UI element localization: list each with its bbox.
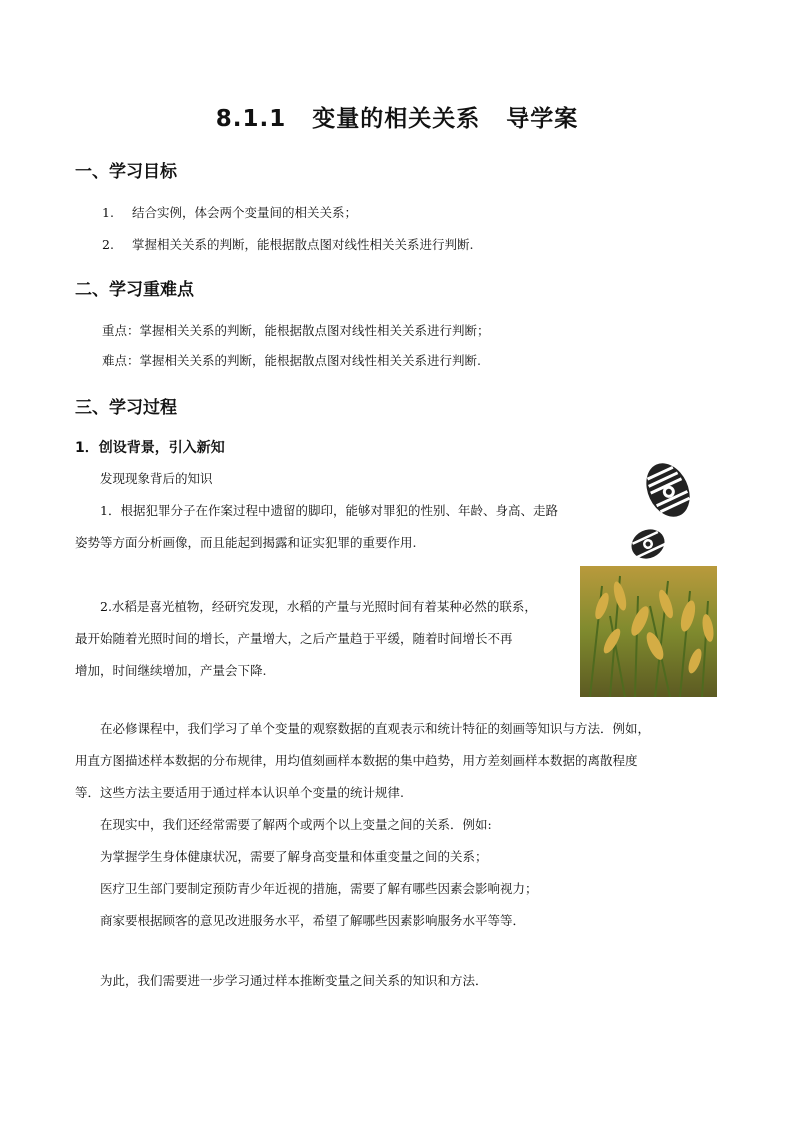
paragraph-2-line-3: 增加，时间继续增加，产量会下降.	[75, 663, 267, 678]
paragraph-7: 商家要根据顾客的意见改进服务水平，希望了解哪些因素影响服务水平等等．	[100, 913, 526, 928]
title-main: 变量的相关关系	[312, 106, 481, 132]
subsection-heading: 1．创设背景，引入新知	[75, 440, 225, 456]
goal-item-2-number: 2.	[102, 237, 114, 252]
page-title	[0, 100, 794, 133]
paragraph-2-line-1: 2.水稻是喜光植物，经研究发现，水稻的产量与光照时间有着某种必然的联系，	[100, 599, 537, 614]
key-point-text: 重点：掌握相关关系的判断，能根据散点图对线性相关关系进行判断；	[102, 323, 490, 338]
goal-item-2	[102, 235, 473, 253]
paragraph-2-line-2: 最开始随着光照时间的增长，产量增大，之后产量趋于平缓，随着时间增长不再	[75, 631, 513, 646]
goal-item-1-number: 1.	[102, 205, 114, 220]
title-number: 8.1.1	[215, 106, 287, 132]
paragraph-1-line-1: 1．根据犯罪分子在作案过程中遗留的脚印，能够对罪犯的性别、年龄、身高、走路	[100, 503, 558, 518]
goal-item-2-text: 掌握相关关系的判断，能根据散点图对线性相关关系进行判断.	[132, 237, 474, 252]
rice-image	[580, 566, 717, 697]
paragraph-4: 在现实中，我们还经常需要了解两个或两个以上变量之间的关系．例如:	[100, 817, 492, 832]
paragraph-8: 为此，我们需要进一步学习通过样本推断变量之间关系的知识和方法．	[100, 973, 488, 988]
intro-text: 发现现象背后的知识	[100, 471, 213, 486]
section-heading-goals: 一、学习目标	[75, 162, 177, 182]
paragraph-6: 医疗卫生部门要制定预防青少年近视的措施，需要了解有哪些因素会影响视力；	[100, 881, 538, 896]
difficulty-text: 难点：掌握相关关系的判断，能根据散点图对线性相关关系进行判断.	[102, 353, 481, 368]
paragraph-3-line-3: 等．这些方法主要适用于通过样本认识单个变量的统计规律.	[75, 785, 404, 800]
paragraph-1-line-2: 姿势等方面分析画像，而且能起到揭露和证实犯罪的重要作用.	[75, 535, 417, 550]
paragraph-3-line-2: 用直方图描述样本数据的分布规律，用均值刻画样本数据的集中趋势，用方差刻画样本数据的离散程度	[75, 753, 638, 768]
paragraph-3-line-1: 在必修课程中，我们学习了单个变量的观察数据的直观表示和统计特征的刻画等知识与方法．例如，	[100, 721, 651, 736]
goal-item-1-text: 结合实例，体会两个变量间的相关关系；	[132, 205, 358, 220]
title-suffix: 导学案	[506, 106, 579, 132]
goal-item-1	[102, 203, 357, 221]
paragraph-5: 为掌握学生身体健康状况，需要了解身高变量和体重变量之间的关系；	[100, 849, 488, 864]
footprint-image	[620, 458, 700, 568]
section-heading-process: 三、学习过程	[75, 398, 177, 418]
section-heading-key-points: 二、学习重难点	[75, 280, 194, 300]
